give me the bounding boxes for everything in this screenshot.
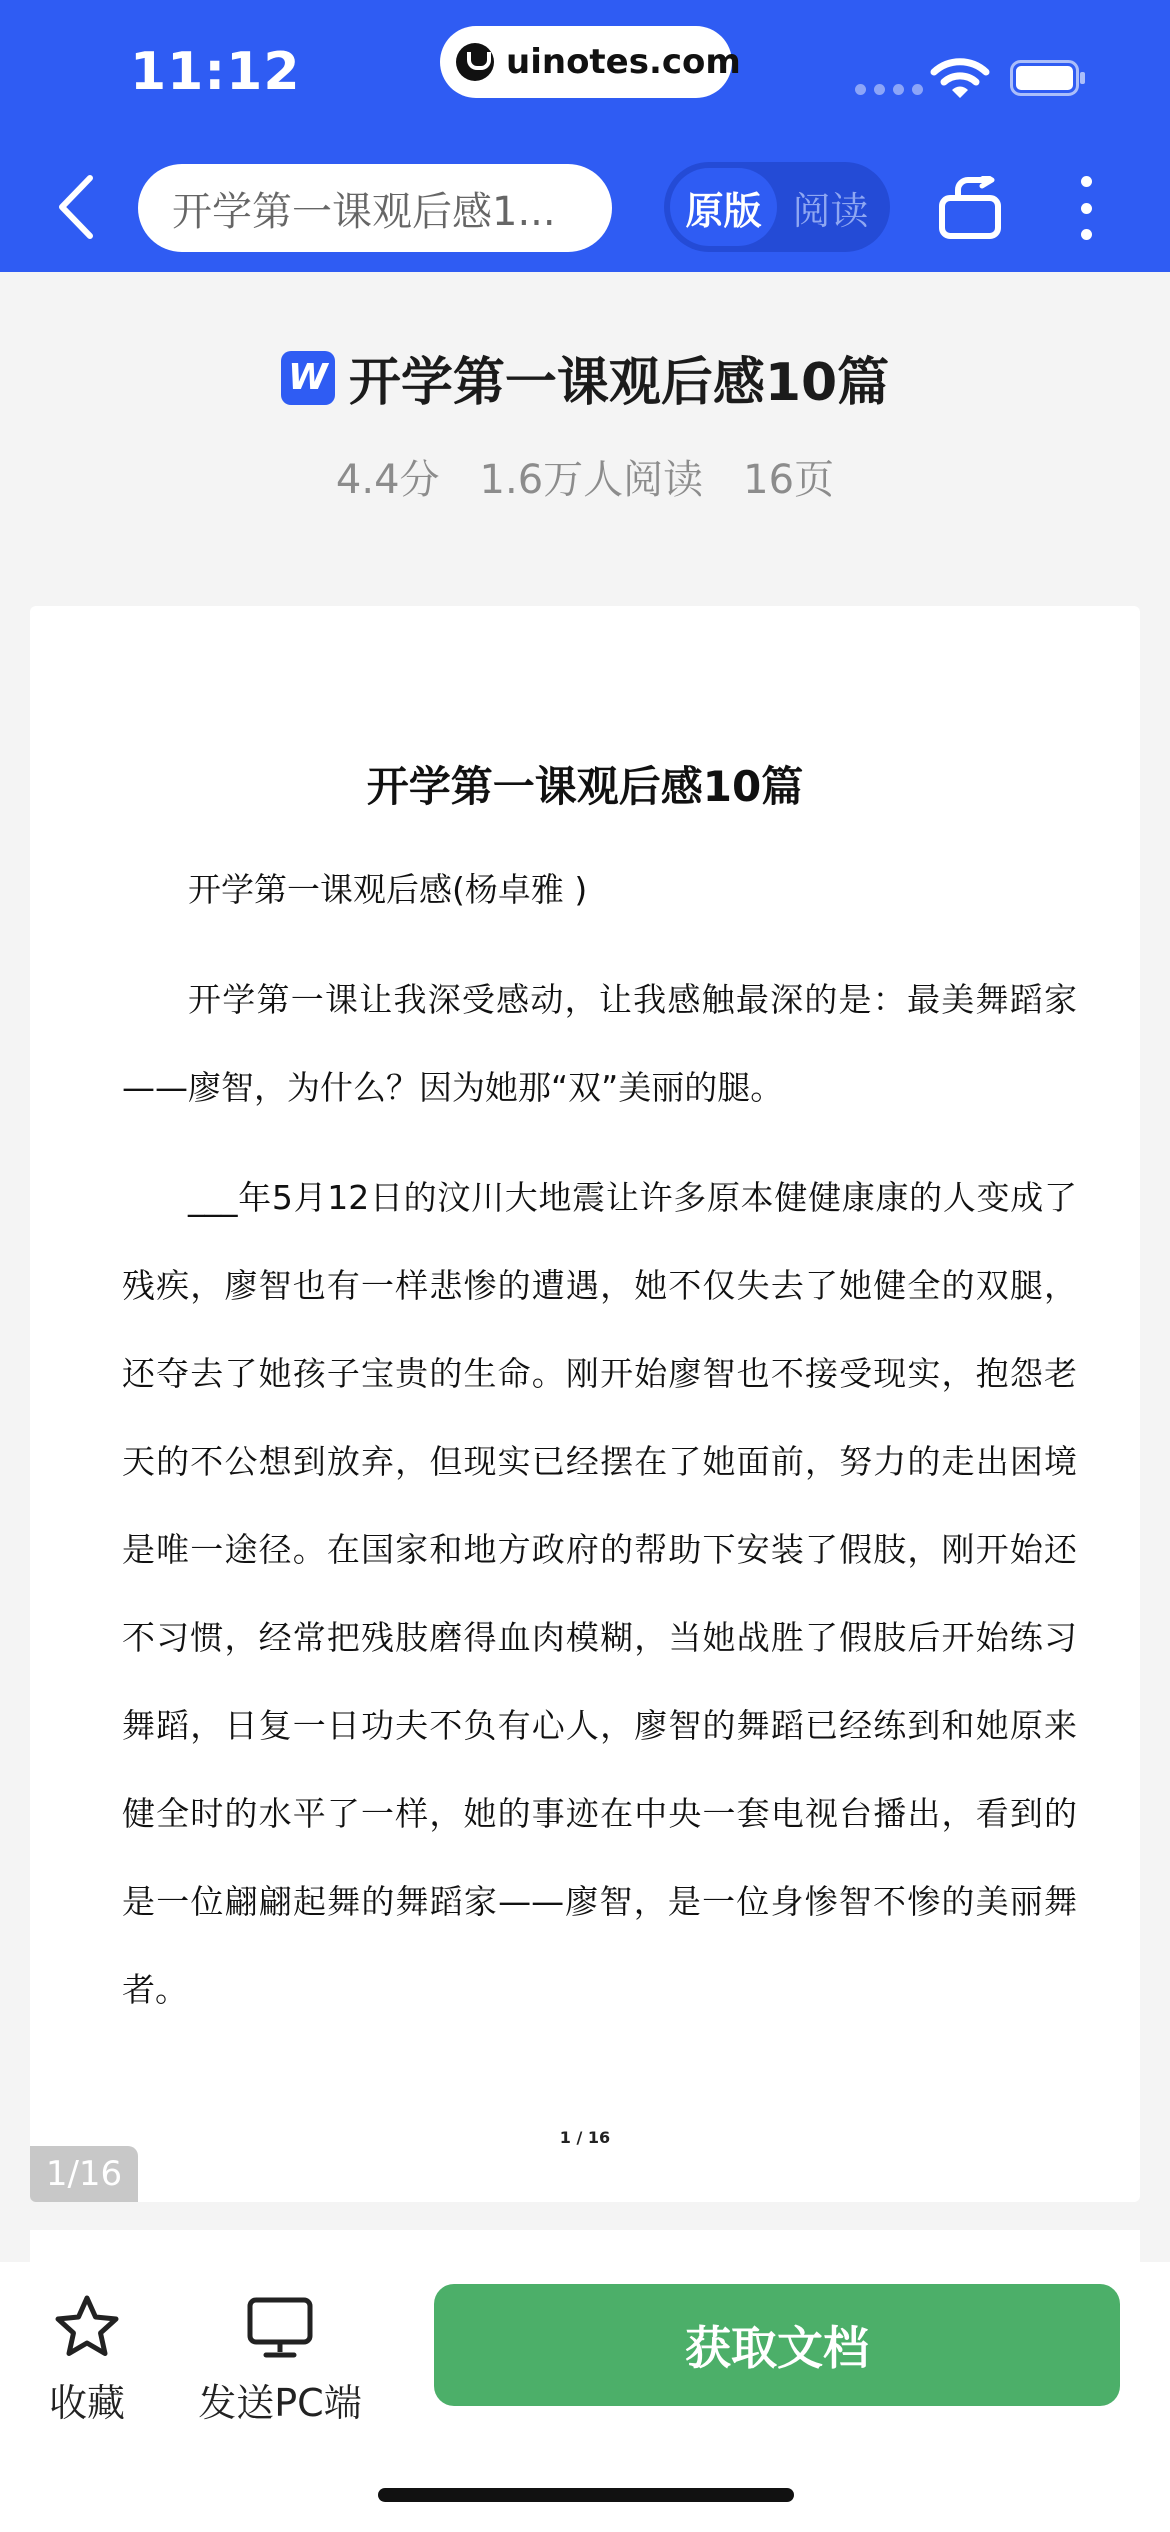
top-header — [0, 0, 1170, 272]
site-logo-icon — [456, 43, 494, 81]
url-pill[interactable] — [440, 26, 741, 98]
more-options-icon[interactable] — [1072, 176, 1100, 240]
view-mode-toggle[interactable] — [664, 162, 890, 252]
battery-icon — [1010, 60, 1086, 96]
document-page-count: 16页 — [743, 457, 835, 503]
get-document-button[interactable]: 获取文档 — [434, 2284, 1120, 2406]
url-text: uinotes.com — [506, 42, 741, 82]
mode-reading-button[interactable]: 阅读 — [792, 188, 869, 233]
page-indicator-badge: 1/16 — [30, 2146, 138, 2202]
back-arrow-icon[interactable] — [52, 172, 98, 242]
document-rating: 4.4分 — [335, 457, 440, 503]
document-search-field[interactable]: 开学第一课观后感1... — [138, 164, 612, 252]
page-paragraph: 开学第一课观后感(杨卓雅 ) — [188, 870, 588, 909]
page-heading: 开学第一课观后感10篇 — [366, 762, 804, 811]
send-to-pc-label: 发送PC端 — [198, 2381, 362, 2425]
document-read-count: 1.6万人阅读 — [479, 457, 704, 503]
mode-original-button[interactable]: 原版 — [670, 168, 777, 246]
page-paragraph: ___年5月12日的汶川大地震让许多原本健健康康的人变成了残疾，廖智也有一样悲惨的遭遇，她不仅失去了她健全的双腿，还夺去了她孩子宝贵的生命。刚开始廖智也不接受现实，抱怨老天的不公想到放弃，但现实已经摆在了她面前，努力的走出困境是唯一途径。在国家和地方政府的帮助下安装了假肢，刚开始还不习惯，经常把残肢磨得血肉模糊，当她战胜了假肢后开始练习舞蹈，日复一日功夫不负有心人，廖智的舞蹈已经练到和她原来健全时的水平了一样，她的事迹在中央一套电视台播出，看到的是一位翩翩起舞的舞蹈家——廖智，是一位身惨智不惨的美丽舞者。 — [122, 1178, 1077, 2009]
cellular-signal-icon — [855, 84, 923, 95]
favorite-button[interactable] — [42, 2292, 132, 2427]
document-title-row — [0, 340, 1170, 415]
document-meta — [0, 448, 1170, 505]
home-indicator[interactable] — [378, 2488, 794, 2502]
word-doc-icon: W — [281, 351, 335, 405]
document-page[interactable] — [30, 606, 1140, 2202]
status-time: 11:12 — [130, 42, 301, 102]
document-title: 开学第一课观后感10篇 — [348, 353, 890, 413]
rotate-share-icon[interactable] — [938, 176, 1008, 240]
page-number: 1 / 16 — [559, 2128, 611, 2147]
wifi-icon — [930, 56, 990, 100]
page-paragraph: 开学第一课让我深受感动，让我感触最深的是：最美舞蹈家——廖智，为什么？因为她那“双”美丽的腿。 — [122, 980, 1077, 1107]
monitor-icon — [244, 2292, 316, 2364]
favorite-label: 收藏 — [48, 2381, 125, 2425]
star-icon — [51, 2292, 123, 2364]
page-body — [122, 846, 1077, 2056]
send-to-pc-button[interactable] — [190, 2292, 370, 2427]
